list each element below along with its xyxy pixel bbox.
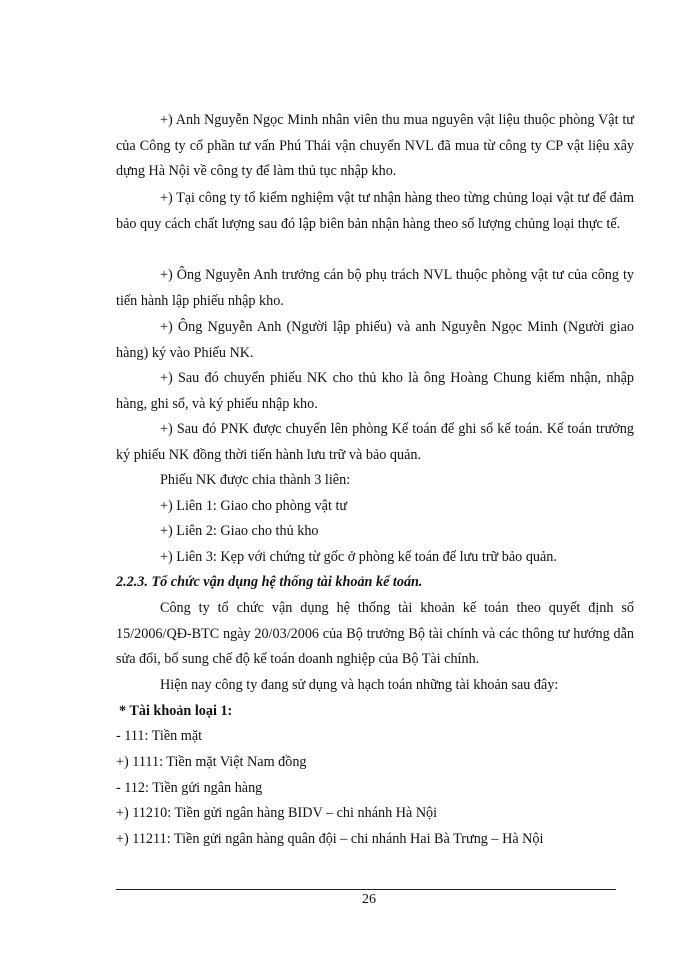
account-item: +) 11210: Tiền gửi ngân hàng BIDV – chi nhánh Hà Nội — [116, 805, 438, 821]
lien-intro: Phiếu NK được chia thành 3 liên: — [160, 472, 351, 488]
paragraph-create-receipt: +) Ông Nguyễn Anh trưởng cán bộ phụ trách NVL thuộc phòng vật tư của công ty tiến hành lập phiếu nhập kho. — [116, 267, 634, 309]
section-paragraph: Công ty tổ chức vận dụng hệ thống tài khoản kế toán theo quyết định số 15/2006/QĐ-BTC ngày 20/03/2006 của Bộ trưởng Bộ tài chính và các thông tư hướng dẫn sửa đổi, bổ sung chế độ kế toán doanh nghiệp của Bộ Tài chính. — [116, 600, 634, 668]
lien-item: +) Liên 3: Kẹp với chứng từ gốc ở phòng kế toán để lưu trữ bảo quản. — [160, 549, 557, 565]
account-item: - 111: Tiền mặt — [116, 728, 203, 744]
paragraph-warehouse-keeper: +) Sau đó chuyển phiếu NK cho thủ kho là ông Hoàng Chung kiểm nhận, nhập hàng, ghi sổ, và ký phiếu nhập kho. — [116, 370, 634, 412]
footer-rule — [116, 889, 616, 890]
paragraph-inspection: +) Tại công ty tổ kiểm nghiệm vật tư nhận hàng theo từng chủng loại vật tư để đảm bảo quy cách chất lượng sau đó lập biên bản nhận hàng theo số lượng chủng loại thực tế. — [116, 190, 634, 232]
accounts-intro: Hiện nay công ty đang sử dụng và hạch toán những tài khoản sau đây: — [160, 677, 559, 693]
paragraph-receiving-staff: +) Anh Nguyễn Ngọc Minh nhân viên thu mua nguyên vật liệu thuộc phòng Vật tư của Công ty cổ phần tư vấn Phú Thái vận chuyển NVL đã mua từ công ty CP vật liệu xây dựng Hà Nội về công ty để làm thủ tục nhập kho. — [116, 112, 634, 180]
lien-item: +) Liên 2: Giao cho thủ kho — [160, 523, 319, 539]
page-number: 26 — [362, 892, 376, 907]
account-item: - 112: Tiền gửi ngân hàng — [116, 780, 263, 796]
account-type-heading: * Tài khoản loại 1: — [119, 703, 233, 719]
section-heading: 2.2.3. Tổ chức vận dụng hệ thống tài khoản kế toán. — [116, 574, 423, 590]
lien-item: +) Liên 1: Giao cho phòng vật tư — [160, 498, 348, 514]
account-item: +) 11211: Tiền gửi ngân hàng quân đội – chi nhánh Hai Bà Trưng – Hà Nội — [116, 831, 544, 847]
paragraph-accounting: +) Sau đó PNK được chuyển lên phòng Kế toán để ghi sổ kế toán. Kế toán trưởng ký phiếu NK đồng thời tiến hành lưu trữ và bảo quản. — [116, 421, 634, 463]
paragraph-signing: +) Ông Nguyễn Anh (Người lập phiếu) và anh Nguyễn Ngọc Minh (Người giao hàng) ký vào Phiếu NK. — [116, 319, 634, 361]
account-item: +) 1111: Tiền mặt Việt Nam đồng — [116, 754, 307, 770]
